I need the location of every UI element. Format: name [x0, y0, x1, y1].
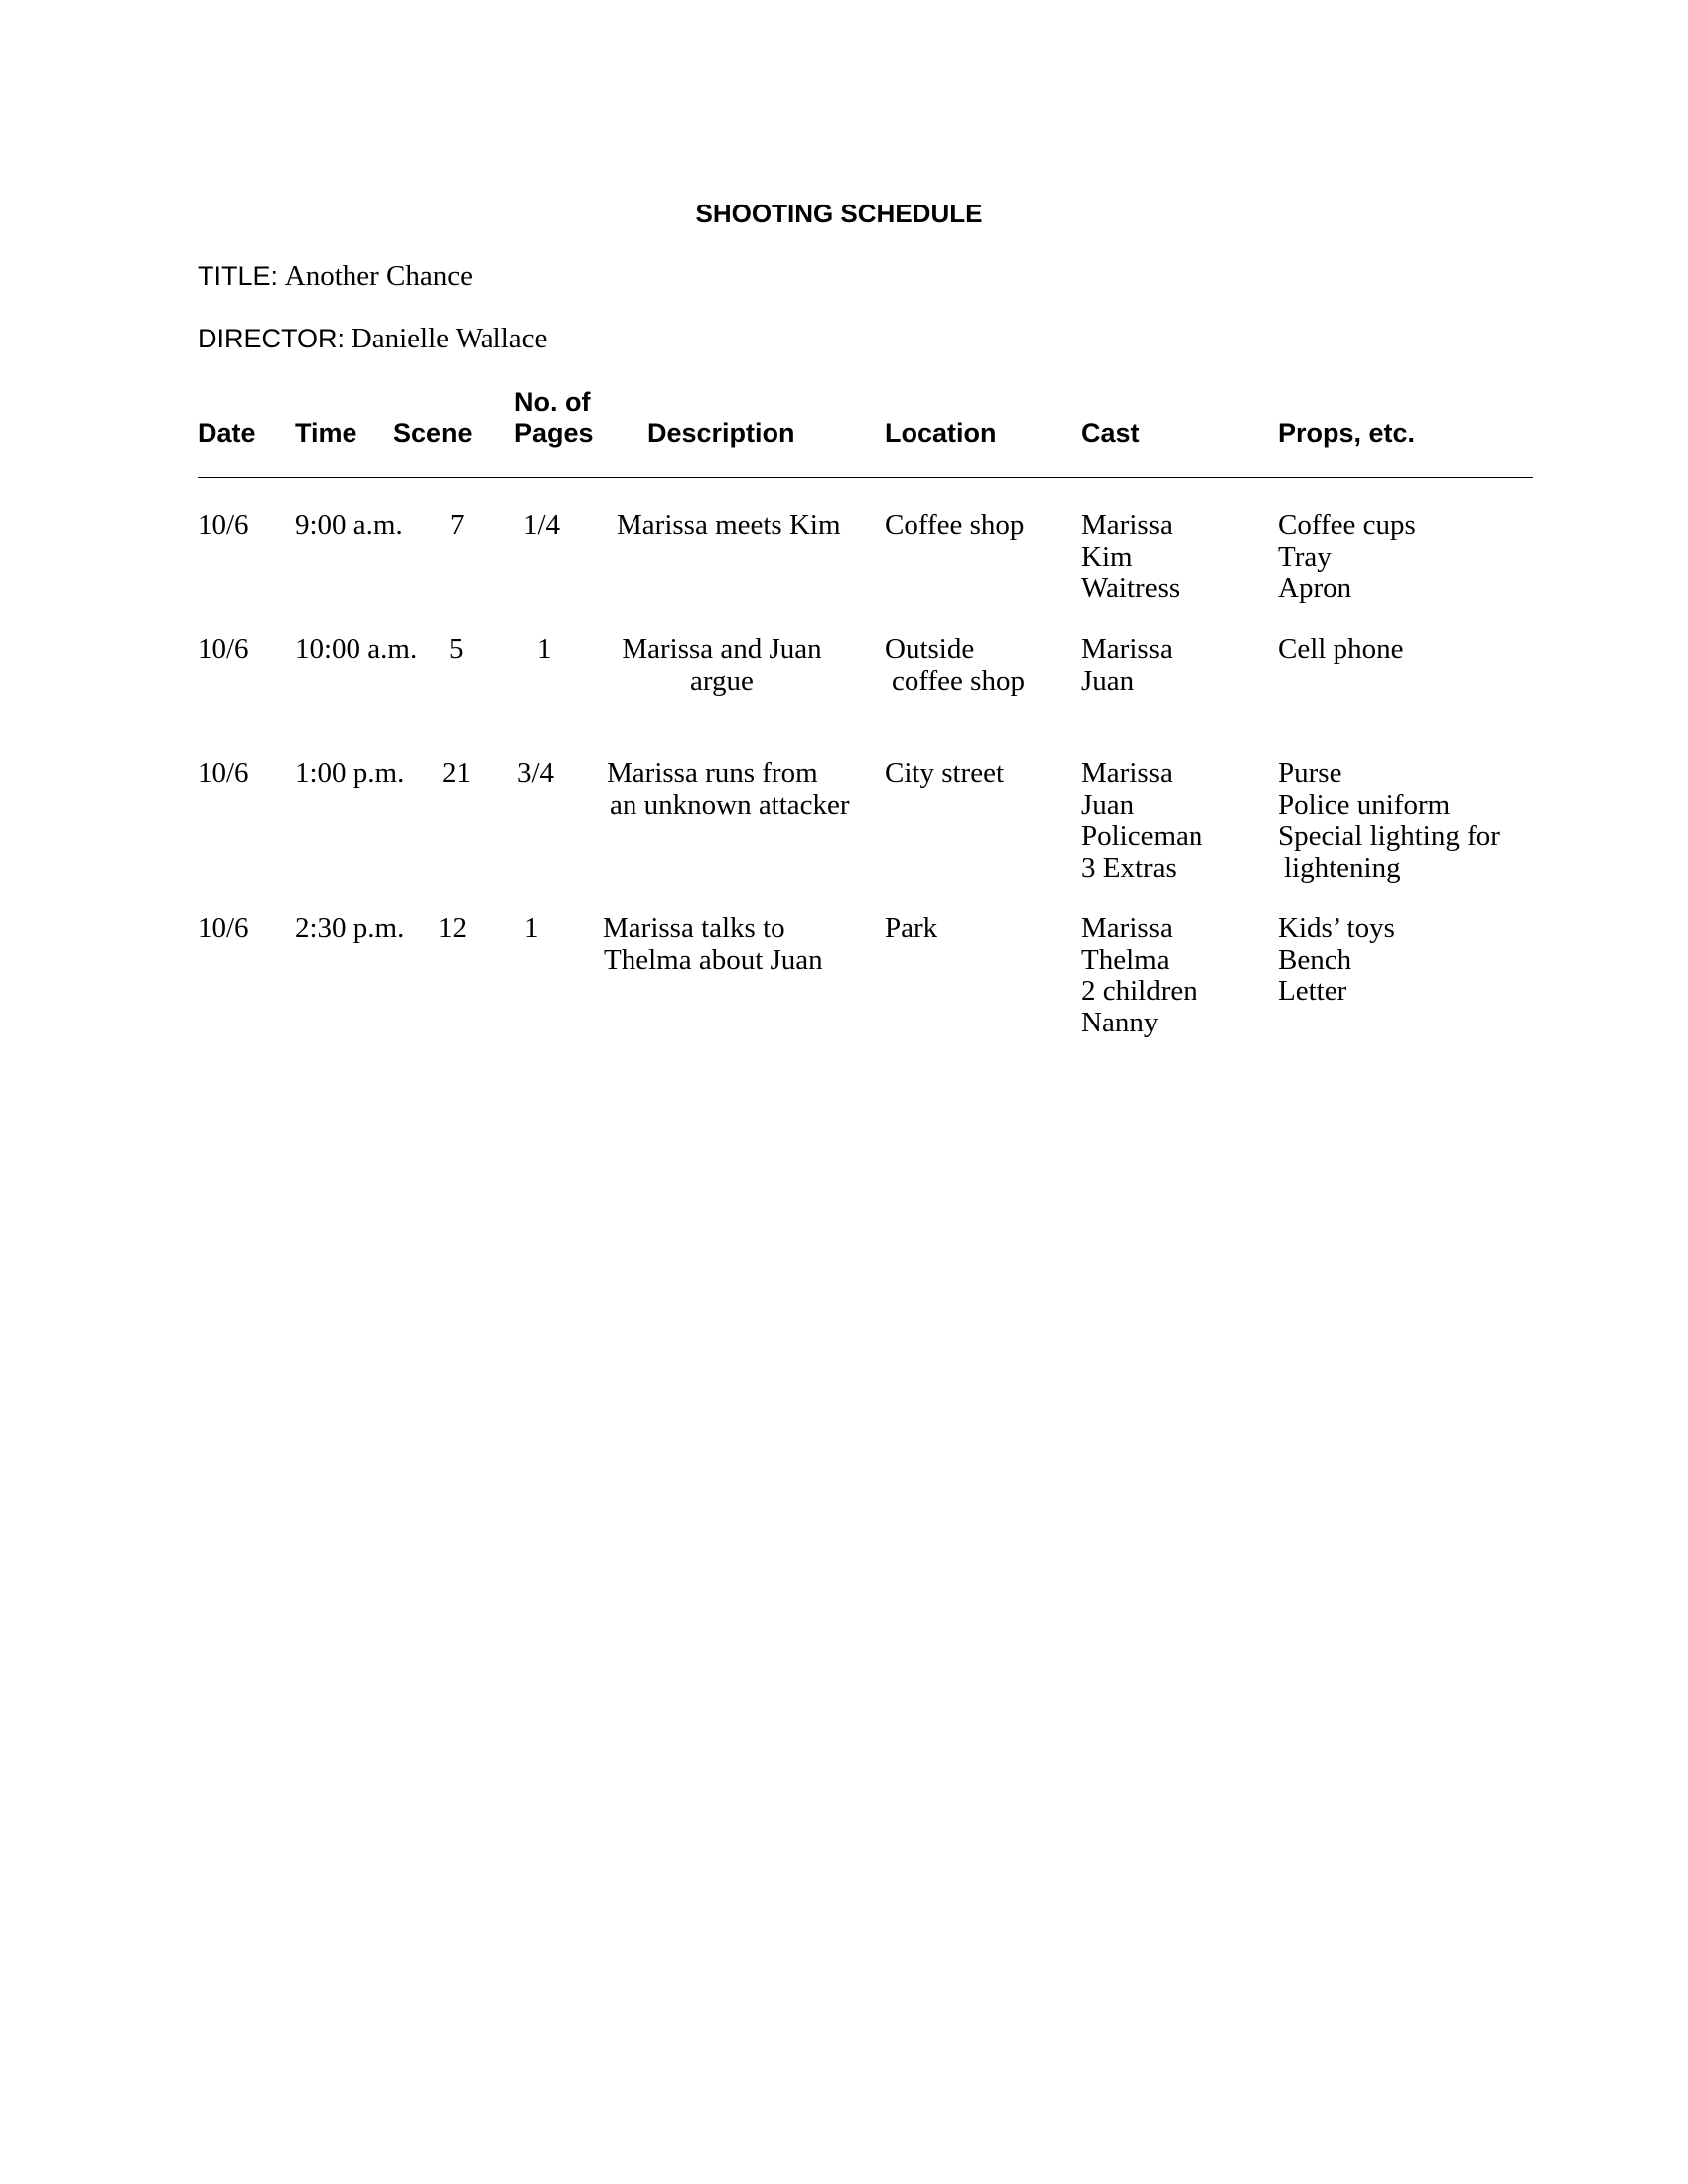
- cell-props-line: Tray: [1278, 540, 1332, 573]
- cell-props-line: Letter: [1278, 975, 1347, 1007]
- title-line: [198, 260, 473, 293]
- cell-description-line: Thelma about Juan: [604, 943, 823, 976]
- cell-scene: 21: [442, 757, 471, 789]
- column-header-description: Description: [647, 418, 795, 448]
- cell-time: 10:00 a.m.: [295, 633, 418, 665]
- cell-time: 9:00 a.m.: [295, 509, 403, 541]
- column-header-location: Location: [885, 418, 997, 448]
- cell-description-line: an unknown attacker: [610, 788, 850, 821]
- cell-cast-line: Kim: [1081, 540, 1133, 573]
- cell-scene: 12: [438, 912, 467, 944]
- cell-props-line: Coffee cups: [1278, 509, 1416, 541]
- column-header-cast: Cast: [1081, 418, 1140, 448]
- cell-date: 10/6: [198, 633, 249, 665]
- cell-props-line: Cell phone: [1278, 633, 1404, 665]
- cell-cast-line: Marissa: [1081, 509, 1173, 541]
- cell-description-line: Marissa and Juan: [622, 633, 822, 665]
- cell-scene: 5: [449, 633, 464, 665]
- cell-cast-line: Waitress: [1081, 572, 1181, 604]
- column-header-date: Date: [198, 418, 256, 448]
- cell-props-line: Police uniform: [1278, 788, 1451, 821]
- cell-props-line: Special lighting for: [1278, 820, 1500, 852]
- cell-date: 10/6: [198, 757, 249, 789]
- column-header-time: Time: [295, 418, 357, 448]
- cell-description-line: Marissa meets Kim: [617, 509, 841, 541]
- cell-props-line: Purse: [1278, 757, 1342, 789]
- cell-pages: 3/4: [517, 757, 555, 789]
- column-header-props: Props, etc.: [1278, 418, 1416, 448]
- cell-props-line: Apron: [1278, 572, 1352, 604]
- cell-cast-line: Nanny: [1081, 1006, 1159, 1038]
- document-heading: SHOOTING SCHEDULE: [695, 199, 983, 228]
- title-value: Another Chance: [284, 260, 474, 292]
- cell-location-line: City street: [885, 757, 1005, 789]
- cell-description-line: Marissa runs from: [607, 757, 818, 789]
- cell-location-line: Outside: [885, 633, 975, 665]
- cell-cast-line: Marissa: [1081, 633, 1173, 665]
- column-header-pages-line2: Pages: [514, 418, 594, 448]
- cell-location-line: Park: [885, 912, 938, 944]
- cell-cast-line: Juan: [1081, 788, 1135, 821]
- director-line: [198, 323, 547, 355]
- cell-scene: 7: [450, 509, 465, 541]
- cell-cast-line: 2 children: [1081, 975, 1197, 1007]
- cell-cast-line: Policeman: [1081, 820, 1203, 852]
- cell-props-line: lightening: [1284, 851, 1401, 884]
- cell-cast-line: Juan: [1081, 664, 1135, 697]
- cell-time: 2:30 p.m.: [295, 912, 405, 944]
- header-divider: [198, 477, 1533, 478]
- cell-description-line: Marissa talks to: [603, 912, 785, 944]
- cell-cast-line: Marissa: [1081, 757, 1173, 789]
- cell-date: 10/6: [198, 509, 249, 541]
- director-value: Danielle Wallace: [351, 323, 548, 354]
- column-header-pages-line1: No. of: [514, 387, 591, 417]
- column-header-scene: Scene: [393, 418, 473, 448]
- cell-time: 1:00 p.m.: [295, 757, 405, 789]
- cell-pages: 1/4: [523, 509, 561, 541]
- title-label: TITLE:: [198, 261, 279, 291]
- cell-props-line: Kids’ toys: [1278, 912, 1395, 944]
- cell-location-line: Coffee shop: [885, 509, 1025, 541]
- cell-pages: 1: [524, 912, 539, 944]
- cell-pages: 1: [537, 633, 552, 665]
- cell-description-line: argue: [690, 664, 754, 697]
- director-label: DIRECTOR:: [198, 324, 346, 353]
- cell-cast-line: 3 Extras: [1081, 851, 1177, 884]
- cell-cast-line: Marissa: [1081, 912, 1173, 944]
- cell-props-line: Bench: [1278, 943, 1352, 976]
- cell-cast-line: Thelma: [1081, 943, 1170, 976]
- cell-location-line: coffee shop: [892, 664, 1025, 697]
- cell-date: 10/6: [198, 912, 249, 944]
